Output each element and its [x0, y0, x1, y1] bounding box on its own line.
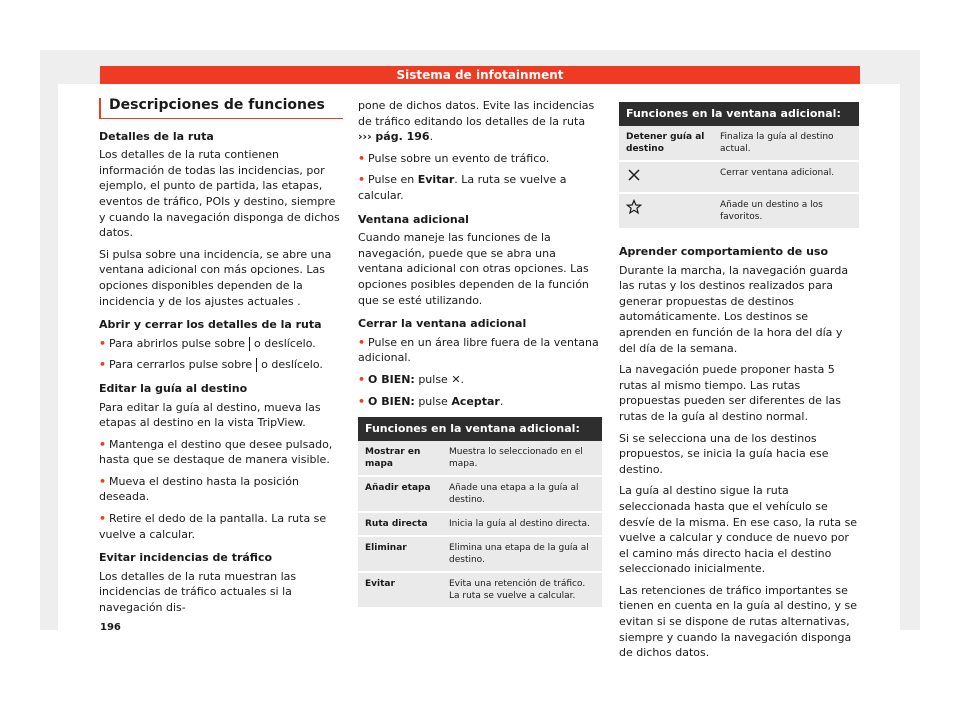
close-icon [626, 167, 642, 183]
table-row: Cerrar ventana adicional. [619, 161, 859, 193]
functions-table [619, 102, 859, 230]
bullet-item: • Para abrirlos pulse sobre o deslícelo. [99, 336, 316, 350]
paragraph: La navegación puede proponer hasta 5 rutas al mismo tiempo. Las rutas propuestas pueden ser diferentes de las rutas de la guía al destino normal. [619, 363, 841, 423]
heading-open-close: Abrir y cerrar los detalles de la ruta [99, 318, 322, 332]
bullet-icon: • [99, 336, 107, 350]
heading-close-window: Cerrar la ventana adicional [358, 317, 527, 331]
paragraph: Si pulsa sobre una incidencia, se abre una ventana adicional con más opciones. Las opciones disponibles dependen de la incidencia y de los ajustes actuales . [99, 247, 332, 308]
column-2 [358, 98, 602, 617]
table-header: Funciones en la ventana adicional: [619, 102, 859, 126]
paragraph: Las retenciones de tráfico importantes se tienen en cuenta en la guía al destino, y se evitan si se dispone de rutas alternativas, siempre y cuando la navegación disponga de dichos datos. [619, 583, 858, 660]
bullet-icon: • [358, 394, 366, 408]
bullet-icon: • [358, 335, 366, 349]
bullet-item: • Pulse sobre un evento de tráfico. [358, 151, 550, 165]
table-header: Funciones en la ventana adicional: [358, 417, 602, 441]
close-icon: ✕ [451, 372, 461, 386]
table-row: Añadir etapa Añade una etapa a la guía al destino. [358, 476, 602, 512]
handle-icon [256, 358, 257, 372]
table-row: Añade un destino a los favoritos. [619, 193, 859, 229]
paragraph: pone de dichos datos. Evite las incidencias de tráfico editando los detalles de la ruta ››› pág. 196. [358, 99, 595, 144]
avoid-label: Evitar [417, 173, 455, 187]
bullet-item: • Mantenga el destino que desee pulsado, hasta que se destaque de manera visible. [99, 437, 333, 467]
heading-edit-guidance: Editar la guía al destino [99, 381, 248, 395]
bullet-item: • O BIEN: pulse ✕. [358, 372, 465, 386]
heading-additional-window: Ventana adicional [358, 212, 469, 226]
paragraph: Durante la marcha, la navegación guarda las rutas y los destinos realizados para generar propuestas de destinos automáticamente. Los destinos se aprenden en función de la hora del día y del día de la semana. [619, 263, 849, 355]
paragraph: Cuando maneje las funciones de la navegación, puede que se abra una ventana adicional con otras opciones. Las opciones posibles dependen de la función que se esté utilizando. [358, 231, 589, 307]
table-row: Ruta directa Inicia la guía al destino directa. [358, 512, 602, 536]
bullet-icon: • [358, 372, 366, 386]
table-row: Detener guía al destino Finaliza la guía al destino actual. [619, 126, 859, 161]
bullet-icon: • [358, 173, 366, 187]
section-title: Descripciones de funciones [99, 98, 343, 119]
heading-route-details: Detalles de la ruta [99, 129, 214, 143]
page-reference-link[interactable]: ››› pág. 196 [358, 130, 430, 144]
column-1 [99, 98, 343, 622]
heading-learn-behavior: Aprender comportamiento de uso [619, 245, 829, 258]
table-row: Mostrar en mapa Muestra lo seleccionado en el mapa. [358, 441, 602, 476]
paragraph: Si se selecciona una de los destinos propuestos, se inicia la guía hacia ese destino. [619, 431, 829, 476]
heading-avoid-traffic: Evitar incidencias de tráfico [99, 551, 273, 565]
handle-icon [249, 337, 250, 351]
bullet-icon: • [99, 358, 107, 372]
bullet-icon: • [99, 474, 107, 488]
bullet-icon: • [358, 151, 366, 165]
paragraph: La guía al destino sigue la ruta seleccionada hasta que el vehículo se desvíe de la misma. En ese caso, la ruta se vuelve a calcular y conduce de nuevo por el camino más directo hacia el destino seleccionado inicialmente. [619, 484, 858, 576]
paragraph: Los detalles de la ruta contienen información de todas las incidencias, por ejemplo, el punto de partida, las etapas, eventos de tráfico, POIs y destino, siempre y cuando la navegación disponga de dichos datos. [99, 148, 340, 240]
bullet-item: • Mueva el destino hasta la posición deseada. [99, 474, 299, 504]
bullet-item: • O BIEN: pulse Aceptar. [358, 394, 504, 408]
page-number: 196 [100, 622, 121, 633]
paragraph: Los detalles de la ruta muestran las incidencias de tráfico actuales si la navegación dis- [99, 569, 297, 615]
table-row: Evitar Evita una retención de tráfico. La ruta se vuelve a calcular. [358, 572, 602, 608]
accept-label: Aceptar [451, 394, 500, 408]
chapter-header: Sistema de infotainment [100, 66, 860, 84]
star-icon [626, 199, 642, 215]
bullet-item: • Para cerrarlos pulse sobre o deslícelo. [99, 358, 323, 372]
column-3 [619, 102, 859, 667]
bullet-item: • Pulse en un área libre fuera de la ventana adicional. [358, 335, 599, 365]
functions-table [358, 417, 602, 609]
bullet-icon: • [99, 512, 107, 526]
bullet-item: • Pulse en Evitar. La ruta se vuelve a calcular. [358, 173, 567, 202]
bullet-icon: • [99, 437, 107, 451]
table-row: Eliminar Elimina una etapa de la guía al destino. [358, 536, 602, 572]
bullet-item: • Retire el dedo de la pantalla. La ruta se vuelve a calcular. [99, 512, 327, 541]
paragraph: Para editar la guía al destino, mueva las etapas al destino en la vista TripView. [99, 400, 321, 430]
